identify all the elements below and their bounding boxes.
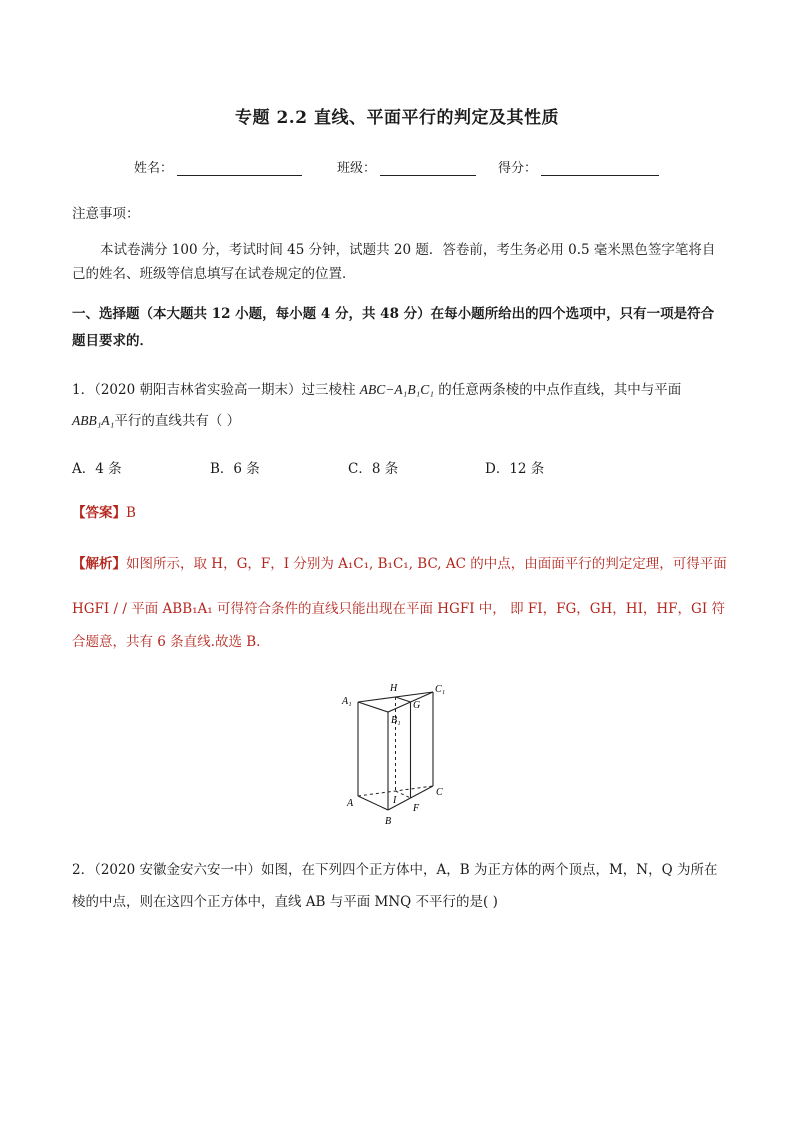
label-F: F: [413, 803, 420, 814]
q1-prefix: 1．（2020 朝阳吉林省实验高一期末）过三棱柱: [72, 382, 360, 398]
label-B: B: [385, 816, 392, 827]
segment-HG: [396, 697, 411, 702]
label-A: A: [347, 798, 354, 809]
label-A1: A₁: [342, 696, 352, 707]
q2-line-1: 2．（2020 安徽金安六安一中）如图，在下列四个正方体中，A，B 为正方体的两个顶点，M，N，Q 为所在: [72, 862, 718, 878]
edge-AB: [358, 796, 388, 810]
answer-value: B: [126, 505, 136, 521]
label-C1: C₁: [435, 684, 446, 695]
q1-option-b: B．6 条: [210, 461, 260, 477]
q1-line-2: [72, 411, 240, 431]
score-field: [498, 157, 659, 176]
q1-analysis-line-1: [72, 554, 727, 574]
prism-figure: [338, 680, 458, 830]
page-title: 专题 2.2 直线、平面平行的判定及其性质: [235, 108, 559, 128]
section-heading-line-1: 一、选择题（本大题共 12 小题，每小题 4 分，共 48 分）在每小题所给出的四个选项中，只有一项是符合: [72, 306, 715, 322]
q1-answer: [72, 503, 136, 523]
notice-title: 注意事项：: [72, 206, 140, 222]
analysis-text-1: 如图所示，取 H，G，F，I 分别为 A₁C₁, B₁C₁, BC, AC 的中点，由面面平行的判定定理，可得平面: [126, 556, 727, 572]
q1-line2-suffix: 平行的直线共有（ ）: [114, 413, 241, 429]
name-label: 姓名：: [134, 161, 174, 176]
notice-line-1: 本试卷满分 100 分，考试时间 45 分钟，试题共 20 题．答卷前，考生务必用 0.5 毫米黑色签字笔将自: [100, 242, 716, 258]
label-I: I: [393, 795, 397, 806]
q1-option-c: C．8 条: [348, 461, 399, 477]
label-G: G: [413, 700, 421, 711]
name-blank[interactable]: [177, 161, 302, 176]
segment-IF: [396, 791, 411, 798]
class-label: 班级：: [337, 161, 377, 176]
notice-line-2: 己的姓名、班级等信息填写在试卷规定的位置．: [72, 266, 356, 282]
name-field: [134, 157, 302, 176]
analysis-label: 【解析】: [72, 556, 126, 572]
q1-analysis-line-2: HGFI / / 平面 ABB₁A₁ 可得符合条件的直线只能出现在平面 HGFI 中， 即 FI，FG，GH，HI，HF，GI 符: [72, 601, 725, 617]
q1-analysis-line-3: 合题意，共有 6 条直线.故选 B.: [72, 634, 261, 650]
q1-line-1: [72, 380, 681, 400]
section-heading-line-2: 题目要求的．: [72, 333, 153, 349]
q2-line-2: 棱的中点，则在这四个正方体中，直线 AB 与平面 MNQ 不平行的是( ): [72, 894, 498, 910]
q1-suffix: 的任意两条棱的中点作直线，其中与平面: [433, 382, 682, 398]
score-blank[interactable]: [541, 161, 659, 176]
class-field: [337, 157, 476, 176]
q1-plane-expr: ABB₁A₁: [72, 413, 115, 428]
answer-label: 【答案】: [72, 505, 126, 521]
label-C: C: [436, 787, 443, 798]
class-blank[interactable]: [380, 161, 476, 176]
score-label: 得分：: [498, 161, 538, 176]
label-H: H: [390, 683, 398, 694]
q1-prism-expr: ABC−A₁B₁C₁: [359, 382, 434, 397]
q1-option-d: D．12 条: [485, 461, 545, 477]
label-B1: B₁: [391, 715, 401, 726]
q1-option-a: A．4 条: [72, 461, 122, 477]
